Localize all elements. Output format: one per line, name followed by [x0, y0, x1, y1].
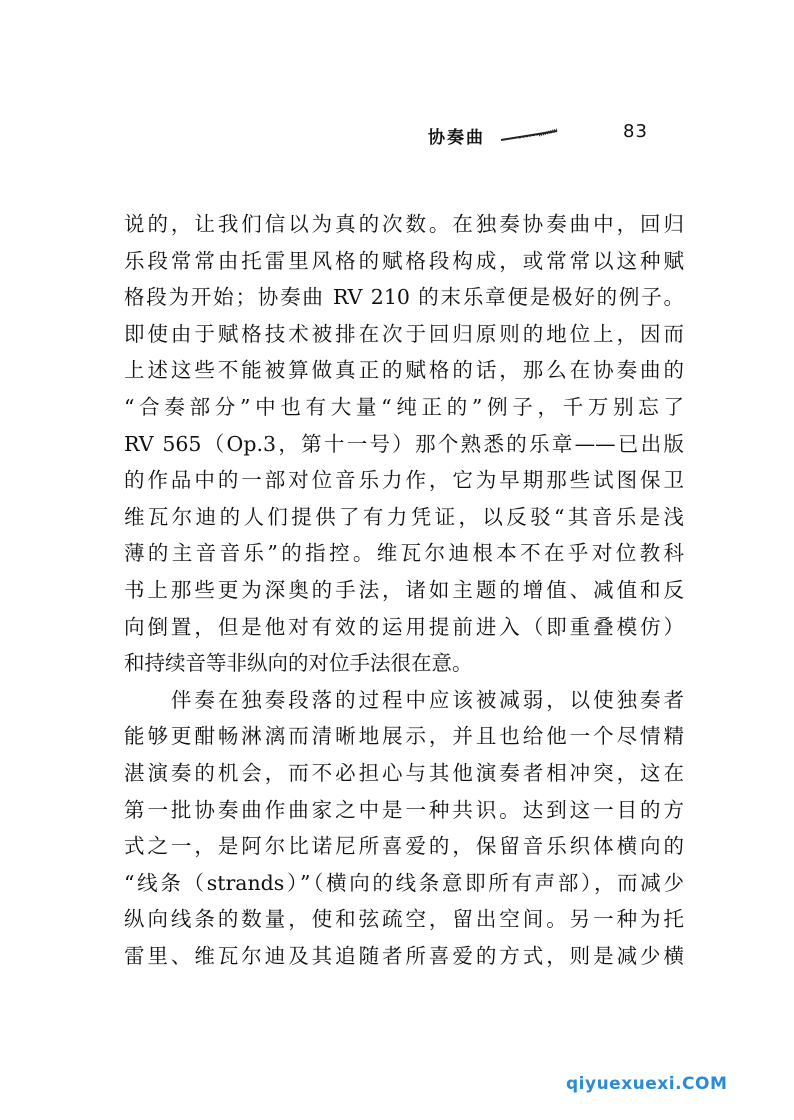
page-number: 83 — [623, 121, 648, 142]
text-line: 薄的主音音乐”的指控。维瓦尔迪根本不在乎对位教科 — [124, 541, 684, 566]
text-line: 雷里、维瓦尔迪及其追随者所喜爱的方式，则是减少横 — [124, 943, 684, 968]
body-text — [124, 206, 684, 974]
text-line: 和持续音等非纵向的对位手法很在意。 — [124, 651, 473, 676]
text-line: “线条（strands）”（横向的线条意即所有声部），而减少 — [124, 870, 684, 895]
site-watermark: qiyuexuexi.COM — [566, 1074, 728, 1094]
text-line: 式之一，是阿尔比诺尼所喜爱的，保留音乐织体横向的 — [124, 834, 684, 859]
text-line: 上述这些不能被算做真正的赋格的话，那么在协奏曲的 — [124, 358, 684, 383]
text-line: 的作品中的一部对位音乐力作，它为早期那些试图保卫 — [124, 468, 684, 493]
text-line: RV 565（Op.3，第十一号）那个熟悉的乐章——已出版 — [124, 431, 684, 456]
running-header — [428, 120, 559, 150]
text-line: 湛演奏的机会，而不必担心与其他演奏者相冲突，这在 — [124, 760, 684, 785]
text-line: 书上那些更为深奥的手法，诸如主题的增值、减值和反 — [124, 577, 684, 602]
text-line: 第一批协奏曲作曲家之中是一种共识。达到这一目的方 — [124, 797, 684, 822]
text-line: 向倒置，但是他对有效的运用提前进入（即重叠模仿） — [124, 614, 684, 639]
text-line: “合奏部分”中也有大量“纯正的”例子，千万别忘了 — [124, 394, 684, 419]
text-line: 能够更酣畅淋漓而清晰地展示，并且也给他一个尽情精 — [124, 724, 684, 749]
header-ornament-icon — [499, 128, 559, 142]
text-line: 即使由于赋格技术被排在次于回归原则的地位上，因而 — [124, 321, 684, 346]
text-line: 说的，让我们信以为真的次数。在独奏协奏曲中，回归 — [124, 212, 684, 236]
text-line: 维瓦尔迪的人们提供了有力凭证，以反驳“其音乐是浅 — [124, 504, 684, 529]
text-line: 格段为开始；协奏曲 RV 210 的末乐章便是极好的例子。 — [124, 285, 684, 310]
text-line: 纵向线条的数量，使和弦疏空，留出空间。另一种为托 — [124, 907, 684, 932]
chapter-title: 协奏曲 — [428, 127, 485, 148]
text-line: 乐段常常由托雷里风格的赋格段构成，或常常以这种赋 — [124, 248, 684, 273]
text-line: 伴奏在独奏段落的过程中应该被减弱，以使独奏者 — [124, 687, 684, 712]
